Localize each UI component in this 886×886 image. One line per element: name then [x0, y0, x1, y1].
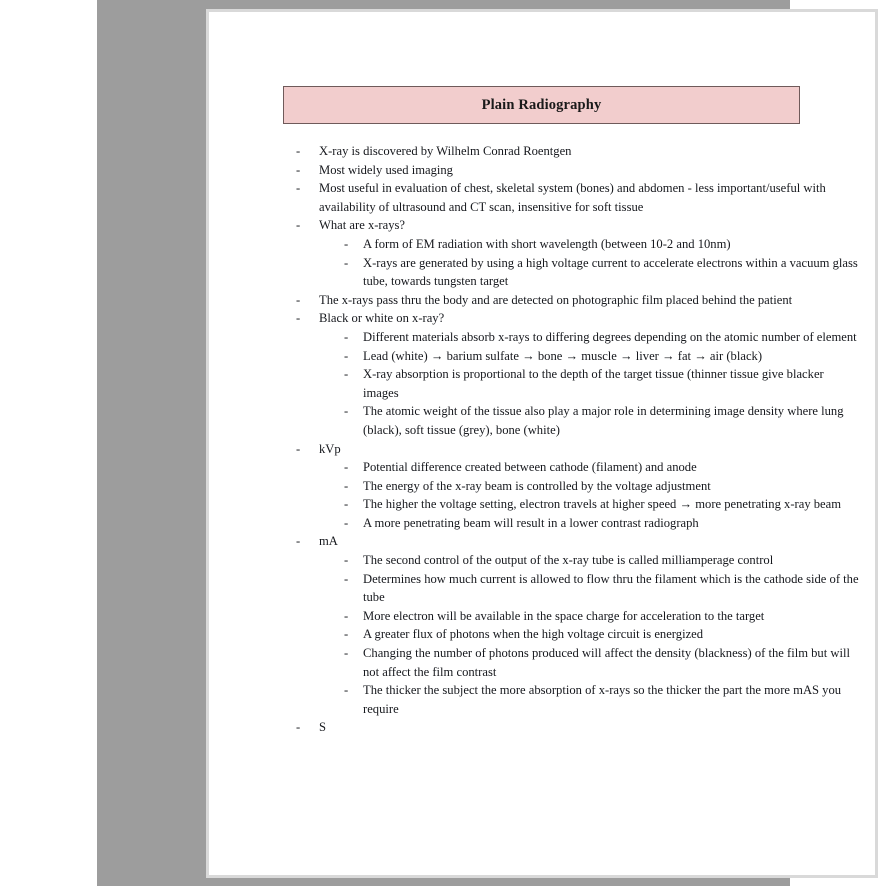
outline-item-text: A form of EM radiation with short wavelength (between 10-2 and 10nm)	[363, 236, 731, 251]
page-title: Plain Radiography	[481, 96, 602, 113]
outline-item-level-1	[209, 142, 875, 161]
outline-item-level-1	[209, 179, 875, 216]
outline-item-text: Different materials absorb x-rays to differing degrees depending on the atomic number of element	[363, 329, 857, 344]
outline-item-text: Lead (white) → barium sulfate → bone → muscle → liver → fat → air (black)	[363, 348, 763, 363]
outline-item-text: A greater flux of photons when the high voltage circuit is energized	[363, 627, 704, 642]
bullet-dash-icon: -	[344, 255, 349, 270]
bullet-dash-icon: -	[344, 460, 349, 475]
outline-item-level-2	[209, 495, 875, 514]
outline-item-level-2	[209, 365, 875, 402]
outline-item-level-2	[209, 570, 875, 607]
outline-item-level-2	[209, 607, 875, 626]
bullet-dash-icon: -	[296, 534, 301, 549]
bullet-dash-icon: -	[296, 720, 301, 735]
bullet-dash-icon: -	[344, 236, 349, 251]
bullet-dash-icon: -	[344, 553, 349, 568]
outline-list	[209, 142, 875, 737]
bullet-dash-icon: -	[344, 348, 349, 363]
bullet-dash-icon: -	[344, 404, 349, 419]
outline-item-text: Changing the number of photons produced will affect the density (blackness) of the film but will not affect the film contrast	[363, 646, 850, 679]
outline-item-level-2	[209, 477, 875, 496]
outline-item-level-1	[209, 291, 875, 310]
bullet-dash-icon: -	[296, 144, 301, 158]
outline-item-text: The energy of the x-ray beam is controlled by the voltage adjustment	[363, 478, 711, 493]
outline-item-level-2	[209, 235, 875, 254]
outline-item-level-1	[209, 532, 875, 551]
bullet-dash-icon: -	[344, 329, 349, 344]
outline-item-text: mA	[319, 534, 338, 549]
bullet-dash-icon: -	[344, 627, 349, 642]
outline-item-level-2	[209, 644, 875, 681]
bullet-dash-icon: -	[344, 515, 349, 530]
bullet-dash-icon: -	[344, 497, 349, 512]
outline-item-text: A more penetrating beam will result in a lower contrast radiograph	[363, 515, 699, 530]
bullet-dash-icon: -	[344, 646, 349, 661]
outline-item-text: The thicker the subject the more absorption of x-rays so the thicker the part the more mAS you require	[363, 683, 842, 716]
outline-item-level-1	[209, 440, 875, 459]
outline-item-level-2	[209, 254, 875, 291]
outline-item-level-2	[209, 328, 875, 347]
outline-item-text: Most useful in evaluation of chest, skeletal system (bones) and abdomen - less important/useful with availability of ultrasound and CT scan, insensitive for soft tissue	[319, 181, 826, 214]
bullet-dash-icon: -	[296, 218, 301, 233]
outline-item-level-1	[209, 309, 875, 328]
outline-item-text: kVp	[319, 441, 341, 456]
bullet-dash-icon: -	[296, 311, 301, 326]
bullet-dash-icon: -	[344, 683, 349, 698]
outline-item-text: More electron will be available in the space charge for acceleration to the target	[363, 608, 765, 623]
outline-item-text: What are x-rays?	[319, 218, 406, 233]
bullet-dash-icon: -	[296, 441, 301, 456]
outline-item-level-2	[209, 458, 875, 477]
outline-item-text: The atomic weight of the tissue also play a major role in determining image density where lung (black), soft tissue (grey), bone (white)	[363, 404, 844, 437]
outline-item-text: Potential difference created between cathode (filament) and anode	[363, 460, 697, 475]
bullet-dash-icon: -	[296, 181, 301, 196]
document-title-banner	[283, 86, 800, 124]
outline-item-level-2	[209, 347, 875, 366]
outline-item-text: Determines how much current is allowed to flow thru the filament which is the cathode side of the tube	[363, 571, 859, 605]
outline-item-level-2	[209, 551, 875, 570]
outline-item-text: The higher the voltage setting, electron travels at higher speed → more penetrating x-ray beam	[363, 497, 842, 512]
outline-item-level-2	[209, 514, 875, 533]
outline-item-level-2	[209, 625, 875, 644]
outline-item-text: The x-rays pass thru the body and are detected on photographic film placed behind the patient	[319, 292, 793, 307]
outline-item-text: Most widely used imaging	[319, 162, 453, 177]
outline-item-level-1	[209, 216, 875, 235]
outline-item-text: S	[319, 720, 327, 735]
bullet-dash-icon: -	[296, 292, 301, 307]
document-page	[209, 12, 875, 875]
outline-item-level-1	[209, 718, 875, 737]
outline-item-text: The second control of the output of the x-ray tube is called milliamperage control	[363, 553, 774, 568]
bullet-dash-icon: -	[344, 367, 349, 382]
bullet-dash-icon: -	[344, 608, 349, 623]
outline-item-text: X-ray absorption is proportional to the depth of the target tissue (thinner tissue give blacker images	[363, 367, 824, 400]
outline-item-text: X-ray is discovered by Wilhelm Conrad Roentgen	[319, 144, 572, 158]
outline-item-text: Black or white on x-ray?	[319, 311, 445, 326]
outline-item-text: X-rays are generated by using a high voltage current to accelerate electrons within a vacuum glass tube, towards tungsten target	[363, 255, 858, 289]
bullet-dash-icon: -	[296, 162, 301, 177]
outline-item-level-1	[209, 161, 875, 180]
document-viewer-frame	[97, 0, 859, 886]
bullet-dash-icon: -	[344, 478, 349, 493]
outline-item-level-2	[209, 402, 875, 439]
bullet-dash-icon: -	[344, 571, 349, 586]
outline-item-level-2	[209, 681, 875, 718]
